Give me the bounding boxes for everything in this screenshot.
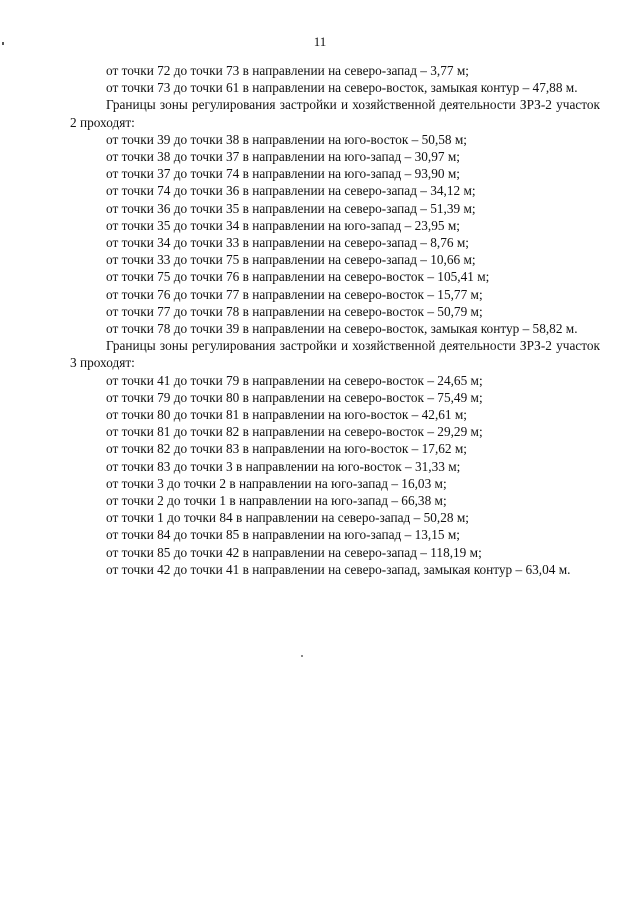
document-body — [70, 62, 600, 578]
boundary-line: от точки 84 до точки 85 в направлении на юго-запад – 13,15 м; — [106, 527, 460, 543]
boundary-line: от точки 79 до точки 80 в направлении на северо-восток – 75,49 м; — [106, 389, 483, 405]
boundary-closing: от точки 42 до точки 41 в направлении на северо-запад, замыкая контур – 63,04 м. — [106, 561, 571, 577]
boundary-line: от точки 41 до точки 79 в направлении на северо-восток – 24,65 м; — [106, 372, 483, 388]
boundary-line: от точки 36 до точки 35 в направлении на северо-запад – 51,39 м; — [106, 200, 476, 216]
boundary-line: от точки 76 до точки 77 в направлении на северо-восток – 15,77 м; — [106, 286, 483, 302]
boundary-line: от точки 75 до точки 76 в направлении на северо-восток – 105,41 м; — [106, 269, 490, 285]
boundary-line: от точки 35 до точки 34 в направлении на юго-запад – 23,95 м; — [106, 217, 460, 233]
boundary-line: от точки 81 до точки 82 в направлении на северо-восток – 29,29 м; — [106, 424, 483, 440]
boundary-line: от точки 77 до точки 78 в направлении на северо-восток – 50,79 м; — [106, 303, 483, 319]
boundary-line: от точки 2 до точки 1 в направлении на юго-запад – 66,38 м; — [106, 493, 447, 509]
section-heading: Границы зоны регулирования застройки и хозяйственной деятельности ЗРЗ-2 участок 3 проходят: — [70, 338, 600, 371]
scan-artifact — [301, 655, 303, 657]
boundary-line: от точки 37 до точки 74 в направлении на юго-запад – 93,90 м; — [106, 166, 460, 182]
boundary-line: от точки 72 до точки 73 в направлении на северо-запад – 3,77 м; — [106, 63, 469, 78]
page-number: 11 — [313, 34, 327, 49]
boundary-line: от точки 3 до точки 2 в направлении на юго-запад – 16,03 м; — [106, 475, 447, 491]
boundary-line: от точки 1 до точки 84 в направлении на северо-запад – 50,28 м; — [106, 510, 469, 526]
boundary-line: от точки 34 до точки 33 в направлении на северо-запад – 8,76 м; — [106, 235, 469, 251]
boundary-line: от точки 80 до точки 81 в направлении на юго-восток – 42,61 м; — [106, 407, 468, 423]
section-heading: Границы зоны регулирования застройки и хозяйственной деятельности ЗРЗ-2 участок 2 проходят: — [70, 97, 600, 130]
boundary-line: от точки 83 до точки 3 в направлении на юго-восток – 31,33 м; — [106, 458, 461, 474]
boundary-line: от точки 38 до точки 37 в направлении на юго-запад – 30,97 м; — [106, 149, 460, 165]
boundary-closing: от точки 73 до точки 61 в направлении на северо-восток, замыкая контур – 47,88 м. — [106, 80, 578, 96]
boundary-line: от точки 74 до точки 36 в направлении на северо-запад – 34,12 м; — [106, 183, 476, 199]
boundary-line: от точки 82 до точки 83 в направлении на юго-восток – 17,62 м; — [106, 441, 468, 457]
boundary-line: от точки 33 до точки 75 в направлении на северо-запад – 10,66 м; — [106, 252, 476, 268]
boundary-line: от точки 39 до точки 38 в направлении на юго-восток – 50,58 м; — [106, 131, 468, 147]
boundary-line: от точки 85 до точки 42 в направлении на северо-запад – 118,19 м; — [106, 544, 482, 560]
boundary-closing: от точки 78 до точки 39 в направлении на северо-восток, замыкая контур – 58,82 м. — [106, 321, 578, 337]
